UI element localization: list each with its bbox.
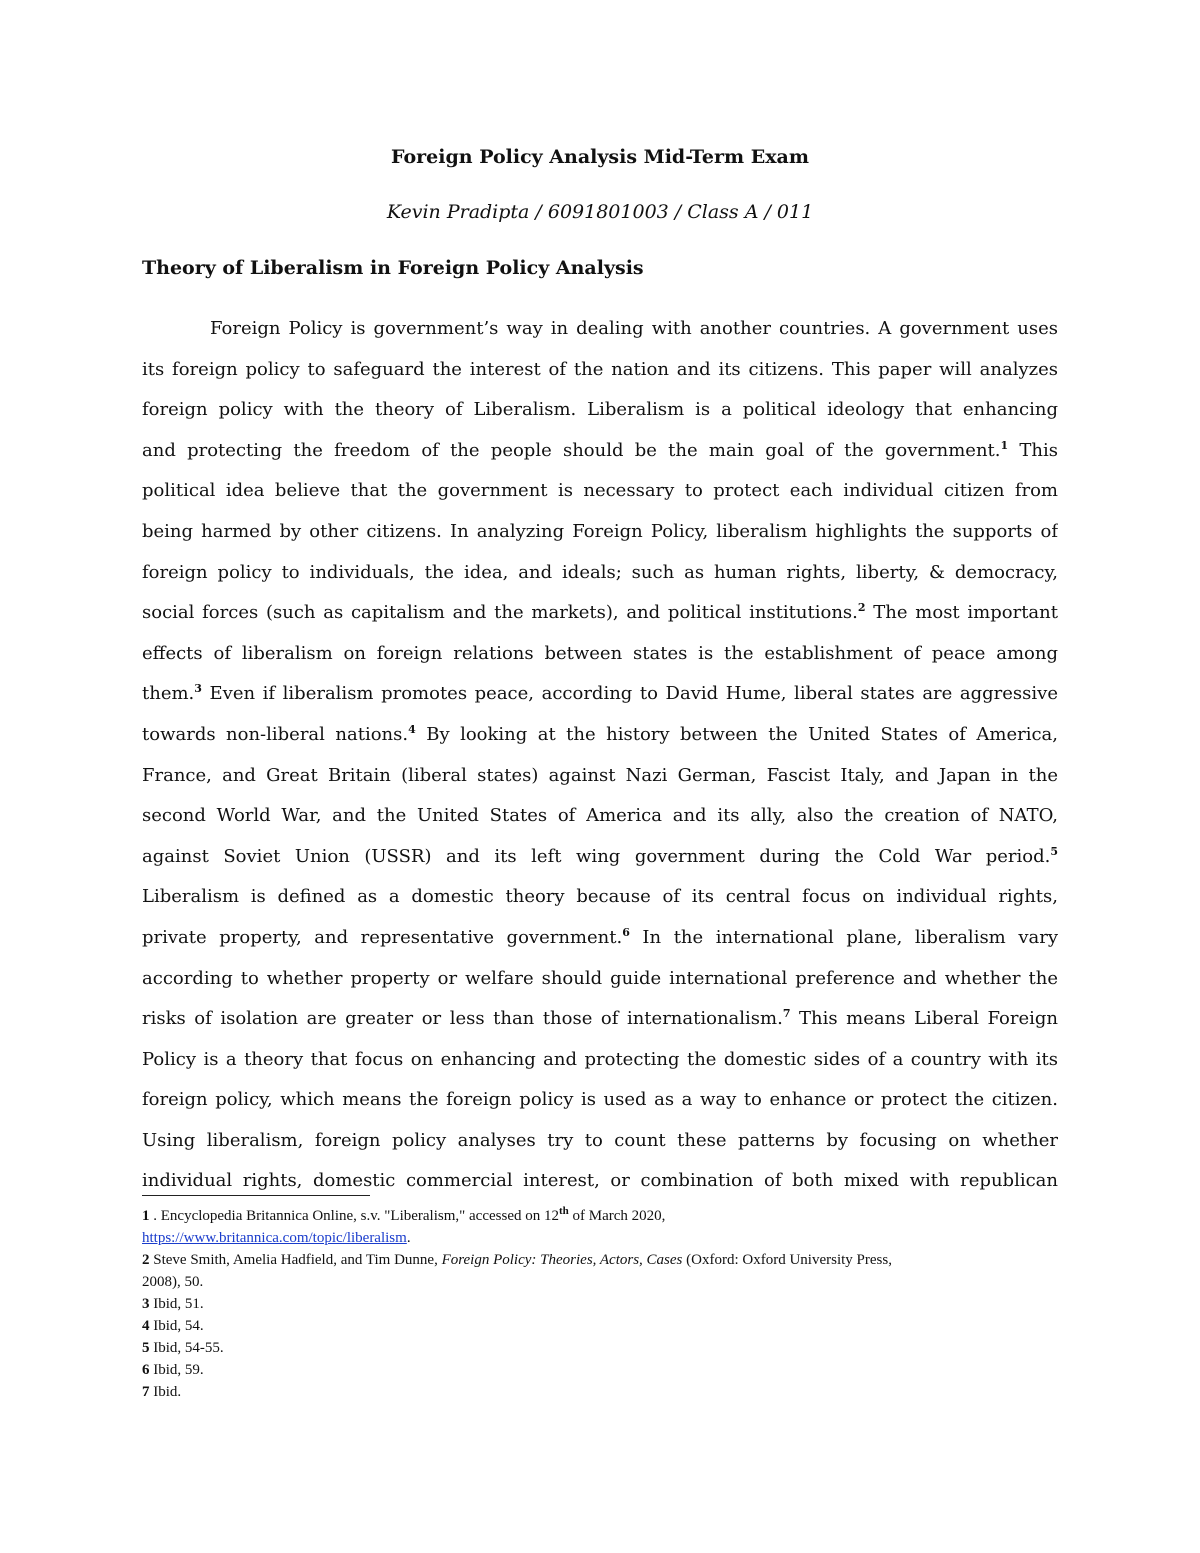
footnote-text: Ibid, 59. bbox=[149, 1362, 204, 1378]
body-text-segment: In the international plane, liberalism vary bbox=[629, 926, 1058, 948]
body-line: individual rights, domestic commercial interest, or combination of both mixed with republican bbox=[142, 1170, 1058, 1192]
footnote-text: Ibid, 54-55. bbox=[149, 1340, 224, 1356]
footnote-text: Ibid, 54. bbox=[149, 1318, 204, 1334]
body-text-segment: towards non-liberal nations. bbox=[142, 723, 409, 745]
body-line: Policy is a theory that focus on enhancing and protecting the domestic sides of a country with its bbox=[142, 1048, 1058, 1070]
footnote-number: 4 bbox=[142, 1318, 150, 1334]
body-line bbox=[142, 999, 1058, 1040]
footnote-number: 5 bbox=[142, 1340, 150, 1356]
footnote-7 bbox=[142, 1381, 1058, 1403]
footnote-number: 3 bbox=[142, 1296, 150, 1312]
footnote-5 bbox=[142, 1337, 1058, 1359]
body-text-segment: The most important bbox=[865, 602, 1058, 624]
body-line: being harmed by other citizens. In analyzing Foreign Policy, liberalism highlights the supports of bbox=[142, 520, 1058, 542]
body-text-segment: and protecting the freedom of the people should be the main goal of the government. bbox=[142, 439, 1001, 461]
body-text-segment: Even if liberalism promotes peace, according to David Hume, liberal states are aggressive bbox=[201, 683, 1058, 705]
body-line bbox=[142, 431, 1058, 472]
britannica-link[interactable]: https://www.britannica.com/topic/liberalism bbox=[142, 1230, 407, 1246]
body-text-segment: By looking at the history between the United States of America, bbox=[415, 723, 1058, 745]
body-text-segment: private property, and representative government. bbox=[142, 926, 623, 948]
body-line: second World War, and the United States of America and its ally, also the creation of NATO, bbox=[142, 805, 1058, 827]
body-text-segment: This means Liberal Foreign bbox=[790, 1008, 1058, 1030]
footnote-text: . Encyclopedia Britannica Online, s.v. "Liberalism," accessed on 12 bbox=[149, 1208, 559, 1224]
author-info: Kevin Pradipta / 6091801003 / Class A / 011 bbox=[386, 201, 814, 223]
footnote-superscript: th bbox=[558, 1205, 569, 1217]
body-line: France, and Great Britain (liberal states) against Nazi German, Fascist Italy, and Japan in the bbox=[142, 764, 1058, 786]
footnote-ref[interactable]: 4 bbox=[408, 722, 416, 736]
footnote-text: 2008), 50. bbox=[142, 1274, 204, 1290]
body-line: foreign policy to individuals, the idea, and ideals; such as human rights, liberty, & democracy, bbox=[142, 561, 1058, 583]
footnote-text: Ibid, 51. bbox=[149, 1296, 204, 1312]
footnote-ref[interactable]: 7 bbox=[782, 1007, 791, 1021]
footnote-ref[interactable]: 2 bbox=[857, 601, 866, 615]
section-heading: Theory of Liberalism in Foreign Policy Analysis bbox=[142, 257, 644, 279]
footnote-ref[interactable]: 6 bbox=[622, 925, 630, 939]
book-title: Foreign Policy: Theories, Actors, Cases bbox=[441, 1252, 683, 1268]
body-line: political idea believe that the government is necessary to protect each individual citizen from bbox=[142, 480, 1058, 502]
footnote-2 bbox=[142, 1249, 1058, 1293]
footnote-1 bbox=[142, 1205, 1058, 1249]
body-text-segment: risks of isolation are greater or less than those of internationalism. bbox=[142, 1008, 783, 1030]
body-line bbox=[142, 593, 1058, 634]
footnote-3 bbox=[142, 1293, 1058, 1315]
body-text-segment: against Soviet Union (USSR) and its left wing government during the Cold War period. bbox=[142, 845, 1051, 867]
body-line bbox=[142, 918, 1058, 959]
footnote-ref[interactable]: 5 bbox=[1050, 844, 1058, 858]
body-line: Foreign Policy is government’s way in dealing with another countries. A government uses bbox=[210, 318, 1058, 339]
body-line: foreign policy with the theory of Liberalism. Liberalism is a political ideology that enhancing bbox=[142, 399, 1058, 421]
body-line: effects of liberalism on foreign relations between states is the establishment of peace among bbox=[142, 642, 1058, 664]
body-line: its foreign policy to safeguard the interest of the nation and its citizens. This paper will analyzes bbox=[142, 358, 1058, 380]
footnote-6 bbox=[142, 1359, 1058, 1381]
body-line: according to whether property or welfare should guide international preference and whether the bbox=[142, 967, 1058, 989]
body-text-segment: them. bbox=[142, 683, 195, 705]
footnote-number: 6 bbox=[142, 1362, 150, 1378]
footnote-text: Ibid. bbox=[149, 1384, 182, 1400]
footnote-4 bbox=[142, 1315, 1058, 1337]
footnote-text: of March 2020, bbox=[568, 1208, 666, 1224]
body-line bbox=[142, 715, 1058, 756]
body-line bbox=[142, 837, 1058, 878]
body-line: Liberalism is defined as a domestic theory because of its central focus on individual rights, bbox=[142, 886, 1058, 908]
footnote-number: 1 bbox=[142, 1208, 150, 1224]
footnote-number: 2 bbox=[142, 1252, 150, 1268]
footnote-number: 7 bbox=[142, 1384, 150, 1400]
body-text-segment: social forces (such as capitalism and the markets), and political institutions. bbox=[142, 602, 858, 624]
footnote-text: Steve Smith, Amelia Hadfield, and Tim Dunne, bbox=[149, 1252, 442, 1268]
body-text-segment: This bbox=[1008, 439, 1058, 461]
footnote-ref[interactable]: 1 bbox=[1000, 438, 1009, 452]
footnotes bbox=[142, 1205, 1058, 1403]
document-title: Foreign Policy Analysis Mid-Term Exam bbox=[391, 146, 809, 168]
body-line: Using liberalism, foreign policy analyses try to count these patterns by focusing on whether bbox=[142, 1129, 1058, 1151]
footnote-separator bbox=[142, 1195, 370, 1196]
footnote-ref[interactable]: 3 bbox=[194, 682, 202, 696]
body-line: foreign policy, which means the foreign policy is used as a way to enhance or protect the citizen. bbox=[142, 1089, 1058, 1111]
footnote-text: . bbox=[406, 1230, 411, 1246]
body-line bbox=[142, 674, 1058, 715]
footnote-text: (Oxford: Oxford University Press, bbox=[682, 1252, 892, 1268]
body-paragraph bbox=[142, 309, 1058, 1202]
